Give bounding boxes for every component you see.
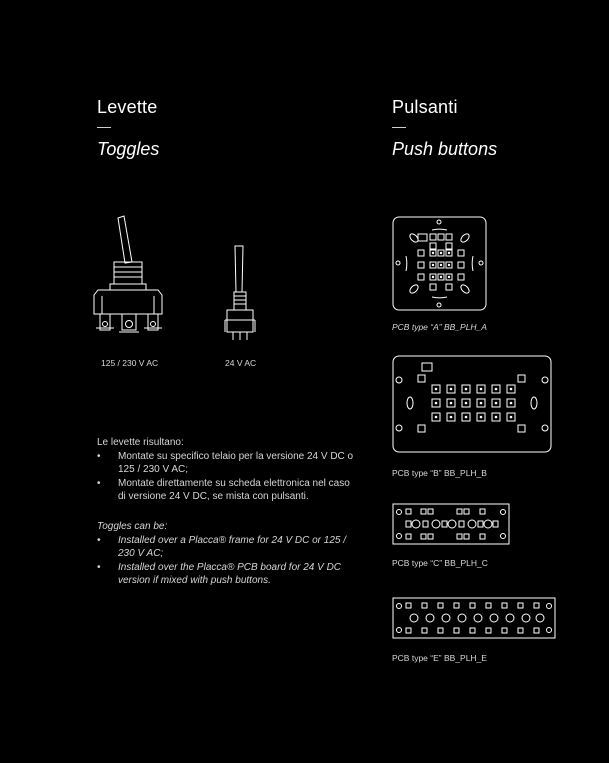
pcb-type-a-caption: PCB type “A” BB_PLH_A xyxy=(392,322,487,332)
pcb-type-b-caption: PCB type “B” BB_PLH_B xyxy=(392,468,487,478)
pcb-type-c-icon xyxy=(392,503,510,545)
toggle-small-caption: 24 V AC xyxy=(225,358,257,368)
toggle-large-caption: 125 / 230 V AC xyxy=(101,358,159,368)
toggles-title-en: Toggles xyxy=(97,139,160,159)
title-divider-right xyxy=(392,127,406,128)
description-it-intro: Le levette risultano: xyxy=(97,437,184,448)
description-en-item: • Installed over a Placca® frame for 24 V DC or 125 / 230 V AC; xyxy=(97,534,357,561)
toggle-switch-small-icon xyxy=(221,244,261,344)
pushbuttons-title-en: Push buttons xyxy=(392,139,498,159)
pcb-type-a-icon xyxy=(392,216,487,311)
description-it xyxy=(97,436,357,504)
description-en-intro: Toggles can be: xyxy=(97,521,168,532)
pcb-type-c-caption: PCB type “C” BB_PLH_C xyxy=(392,558,488,568)
title-divider-left xyxy=(97,127,111,128)
description-en-item: • Installed over the Placca® PCB board for 24 V DC version if mixed with push buttons. xyxy=(97,561,357,588)
description-it-item: • Montate direttamente su scheda elettronica nel caso di versione 24 V DC, se mista con pulsanti. xyxy=(97,477,357,504)
pcb-type-e-caption: PCB type “E” BB_PLH_E xyxy=(392,653,487,663)
description-en xyxy=(97,520,357,588)
pcb-type-e-icon xyxy=(392,597,556,639)
description-it-item: • Montate su specifico telaio per la versione 24 V DC o 125 / 230 V AC; xyxy=(97,450,357,477)
toggle-switch-large-icon xyxy=(92,212,172,342)
toggles-title-it: Levette xyxy=(97,97,158,117)
pushbuttons-title-it: Pulsanti xyxy=(392,97,458,117)
pcb-type-b-icon xyxy=(392,355,552,453)
